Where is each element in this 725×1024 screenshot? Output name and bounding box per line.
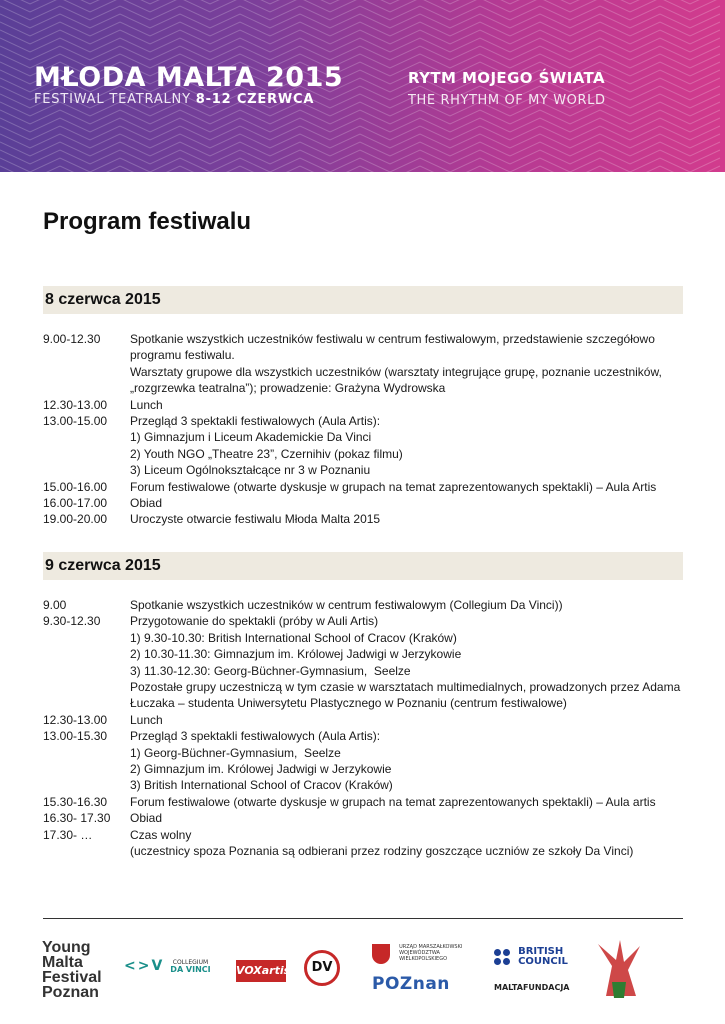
urzad-text: URZĄD MARSZAŁKOWSKI WOJEWÓDZTWA WIELKOPOLSKIEGO	[399, 944, 463, 962]
schedule-row	[43, 364, 683, 397]
schedule-time: 17.30- …	[43, 827, 93, 842]
schedule-row	[43, 613, 683, 629]
ymf-line: Young	[42, 939, 91, 956]
schedule-time: 19.00-20.00	[43, 512, 108, 527]
schedule-text: 2) Gimnazjum im. Królowej Jadwigi w Jerzykowie	[130, 762, 392, 777]
malta-fundacja-logo: MALTAFUNDACJA	[494, 982, 570, 992]
schedule-text: 2) Youth NGO „Theatre 23”, Czernihiv (pokaz filmu)	[130, 446, 403, 461]
schedule-row	[43, 777, 683, 793]
cdv-text	[170, 959, 210, 973]
schedule-time	[43, 429, 130, 445]
schedule-row	[43, 462, 683, 478]
schedule-row	[43, 495, 683, 511]
schedule-time	[43, 663, 130, 679]
schedule-text: Obiad	[130, 496, 163, 511]
schedule-row	[43, 810, 683, 826]
festival-banner	[0, 0, 725, 172]
schedule-text: 2) 10.30-11.30: Gimnazjum im. Królowej Jadwigi w Jerzykowie	[130, 647, 462, 662]
schedule-text: Uroczyste otwarcie festiwalu Młoda Malta 2015	[130, 512, 381, 527]
schedule-row	[43, 511, 683, 527]
festival-subtitle	[34, 92, 314, 107]
schedule-time: 13.00-15.00	[43, 414, 108, 429]
schedule-time	[43, 777, 130, 793]
sponsor-logos	[0, 930, 725, 1024]
vox-artis-logo: VOXartis	[236, 960, 286, 982]
schedule-row	[43, 728, 683, 744]
schedule-text: Forum festiwalowe (otwarte dyskusje w grupach na temat zaprezentowanych spektakli) – Aula Artis	[130, 479, 657, 494]
page-title: Program festiwalu	[43, 208, 252, 235]
schedule-time	[43, 761, 130, 777]
schedule-text: Warsztaty grupowe dla wszystkich uczestników (warsztaty integrujące grupę, poznanie uczestników, „rozgrzewka teatralna”); prowadzenie: Grażyna Wydrowska	[130, 364, 666, 396]
schedule-text: Przegląd 3 spektakli festiwalowych (Aula Artis):	[130, 729, 381, 744]
young-malta-festival-logo	[42, 940, 102, 1000]
festival-type: FESTIWAL TEATRALNY	[34, 92, 191, 107]
schedule-row	[43, 630, 683, 646]
schedule-time	[43, 679, 130, 712]
footer-divider	[43, 918, 683, 919]
schedule-text: Czas wolny	[130, 827, 192, 842]
schedule-time	[43, 843, 130, 859]
schedule-time: 16.00-17.00	[43, 496, 108, 511]
schedule-text: Forum festiwalowe (otwarte dyskusje w grupach na temat zaprezentowanych spektakli) – Aula artis	[130, 794, 656, 809]
schedule-time	[43, 364, 130, 397]
ymf-line: Festival	[42, 969, 102, 986]
day-section-1	[43, 286, 683, 528]
schedule-text: 1) 9.30-10.30: British International School of Cracov (Kraków)	[130, 630, 457, 645]
schedule-text: 1) Georg-Büchner-Gymnasium, Seelze	[130, 745, 341, 760]
schedule-row	[43, 646, 683, 662]
schedule-text: Lunch	[130, 397, 163, 412]
bc-line: BRITISH	[518, 945, 564, 957]
schedule-text: Przegląd 3 spektakli festiwalowych (Aula Artis):	[130, 414, 381, 429]
schedule-text: Obiad	[130, 811, 163, 826]
schedule-row	[43, 794, 683, 810]
schedule-time	[43, 646, 130, 662]
festival-dates: 8-12 CZERWCA	[195, 92, 315, 107]
schedule-time: 16.30- 17.30	[43, 811, 111, 826]
cdv-mark: <>V	[124, 958, 165, 974]
dv-logo: DV	[304, 950, 340, 986]
day-heading: 9 czerwca 2015	[43, 552, 683, 580]
schedule-row	[43, 446, 683, 462]
schedule-text: Spotkanie wszystkich uczestników w centrum festiwalowym (Collegium Da Vinci))	[130, 598, 563, 612]
schedule-row	[43, 679, 683, 712]
urzad-poznan-logo	[372, 944, 468, 994]
schedule-text: 1) Gimnazjum i Liceum Akademickie Da Vinci	[130, 430, 372, 445]
schedule-time: 15.30-16.30	[43, 794, 108, 809]
schedule-row	[43, 413, 683, 429]
schedule-row	[43, 429, 683, 445]
schedule-time	[43, 462, 130, 478]
motto-en: THE RHYTHM OF MY WORLD	[408, 93, 606, 108]
schedule-time: 12.30-13.00	[43, 712, 108, 727]
schedule-text: (uczestnicy spoza Poznania są odbierani przez rodziny goszczące uczniów ze szkoły Da Vinci)	[130, 844, 634, 859]
schedule-text: Przygotowanie do spektakli (próby w Auli Artis)	[130, 614, 379, 629]
eagle-crest-icon	[372, 944, 390, 964]
bird-logo-icon	[586, 936, 652, 1002]
schedule-time	[43, 745, 130, 761]
schedule-row	[43, 331, 683, 364]
schedule-text: 3) Liceum Ogólnokształcące nr 3 w Poznaniu	[130, 463, 371, 478]
schedule-list	[43, 331, 683, 528]
schedule-time: 9.00-12.30	[43, 332, 101, 346]
schedule-row	[43, 663, 683, 679]
schedule-row	[43, 761, 683, 777]
british-council-logo	[494, 946, 574, 992]
day-section-2	[43, 552, 683, 860]
festival-title: MŁODA MALTA 2015	[34, 62, 344, 93]
ymf-line: Poznan	[42, 984, 99, 1001]
schedule-time: 15.00-16.00	[43, 479, 108, 494]
schedule-row	[43, 479, 683, 495]
british-council-dots-icon	[494, 949, 510, 965]
schedule-text: Lunch	[130, 712, 163, 727]
schedule-time: 12.30-13.00	[43, 397, 108, 412]
schedule-time	[43, 630, 130, 646]
schedule-row	[43, 745, 683, 761]
schedule-text: Spotkanie wszystkich uczestników festiwalu w centrum festiwalowym, przedstawienie szczegółowo programu festiwalu.	[130, 332, 659, 363]
motto-pl: RYTM MOJEGO ŚWIATA	[408, 69, 606, 87]
day-heading: 8 czerwca 2015	[43, 286, 683, 314]
ymf-line: Malta	[42, 954, 83, 971]
schedule-time: 9.00	[43, 598, 67, 612]
cdv-name: DA VINCI	[170, 965, 211, 974]
schedule-text: Pozostałe grupy uczestniczą w tym czasie w warsztatach multimedialnych, prowadzonych przez Adama Łuczaka – studenta Uniwersytetu Plastycznego w Poznaniu (centrum festiwalowe)	[130, 680, 684, 711]
poznan-text: POZnan	[372, 974, 450, 994]
schedule-row	[43, 397, 683, 413]
bc-line: COUNCIL	[518, 955, 568, 967]
schedule-text: 3) 11.30-12.30: Georg-Büchner-Gymnasium, Seelze	[130, 663, 411, 678]
collegium-da-vinci-logo	[124, 958, 211, 974]
schedule-row	[43, 827, 683, 843]
schedule-time: 13.00-15.30	[43, 729, 108, 744]
schedule-row	[43, 597, 683, 613]
schedule-time	[43, 446, 130, 462]
cdv-small: COLLEGIUM	[172, 959, 209, 966]
schedule-row	[43, 712, 683, 728]
british-council-name	[518, 947, 568, 967]
schedule-list	[43, 597, 683, 860]
schedule-row	[43, 843, 683, 859]
schedule-text: 3) British International School of Cracov (Kraków)	[130, 778, 393, 793]
schedule-time: 9.30-12.30	[43, 614, 101, 629]
